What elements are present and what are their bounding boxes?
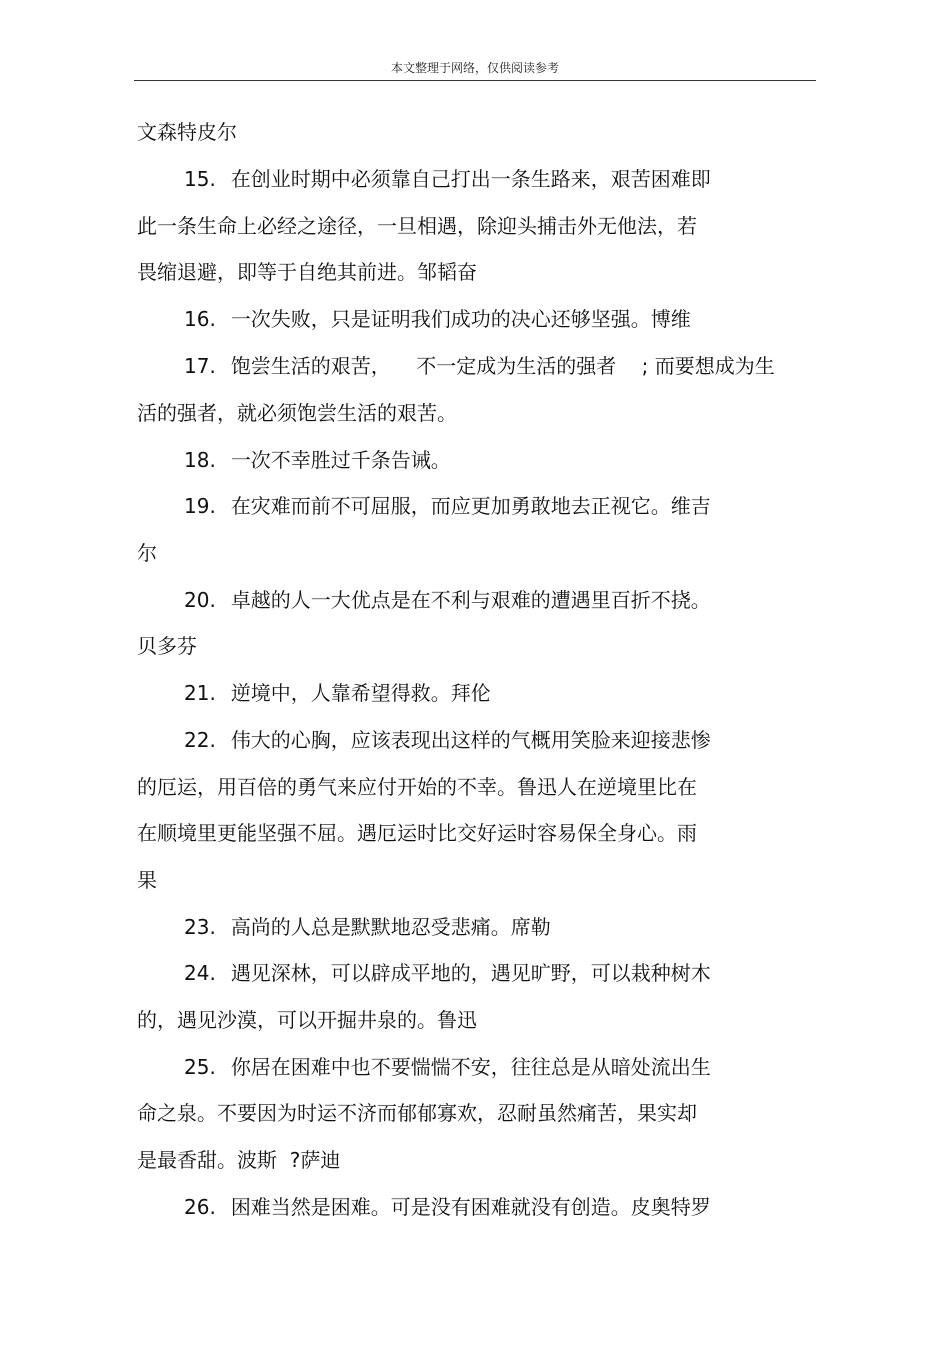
- text-line: [184, 446, 451, 474]
- item-text: 高尚的人总是默默地忍受悲痛。席勒: [230, 915, 551, 939]
- text-line: [184, 305, 691, 333]
- item-number: 25.: [184, 1055, 216, 1079]
- item-text: 卓越的人一大优点是在不利与艰难的遭遇里百折不挠。: [230, 588, 711, 612]
- item-text: 困难当然是困难。可是没有困难就没有创造。皮奥特罗: [230, 1195, 711, 1219]
- text-line: [184, 726, 711, 754]
- item-number: 21.: [184, 681, 216, 705]
- text-line: [184, 679, 491, 707]
- text-line: 文森特皮尔: [137, 120, 237, 144]
- item-number: 24.: [184, 961, 216, 985]
- item-number: 22.: [184, 728, 216, 752]
- item-text: 一次不幸胜过千条告诫。: [230, 448, 451, 472]
- item-number: 23.: [184, 915, 216, 939]
- item-number: 20.: [184, 588, 216, 612]
- text-line: [184, 959, 711, 987]
- item-number: 18.: [184, 448, 216, 472]
- text-line: [184, 492, 711, 520]
- item-text: 伟大的心胸，应该表现出这样的气概用笑脸来迎接悲惨: [230, 728, 711, 752]
- item-text: 饱尝生活的艰苦， 不一定成为生活的强者 ; 而要想成为生: [230, 354, 775, 378]
- item-text: 在创业时期中必须靠自己打出一条生路来，艰苦困难即: [230, 167, 711, 191]
- text-line: [184, 1193, 711, 1221]
- page-header: 本文整理于网络，仅供阅读参考: [390, 61, 559, 75]
- text-line: 尔: [137, 541, 157, 565]
- text-line: [184, 1053, 711, 1081]
- item-text: 一次失败，只是证明我们成功的决心还够坚强。博维: [230, 307, 691, 331]
- item-number: 16.: [184, 307, 216, 331]
- item-number: 17.: [184, 354, 216, 378]
- text-line: 的，遇见沙漠，可以开掘井泉的。鲁迅: [137, 1008, 477, 1032]
- text-line: 畏缩退避，即等于自绝其前进。邹韬奋: [137, 260, 477, 284]
- text-line: 贝多芬: [137, 634, 197, 658]
- item-text: 你居在困难中也不要惴惴不安，往往总是从暗处流出生: [230, 1055, 711, 1079]
- text-line: [184, 913, 551, 941]
- item-text: 遇见深林，可以辟成平地的，遇见旷野，可以栽种树木: [230, 961, 711, 985]
- item-text: 在灾难而前不可屈服，而应更加勇敢地去正视它。维吉: [230, 494, 711, 518]
- item-number: 15.: [184, 167, 216, 191]
- item-number: 26.: [184, 1195, 216, 1219]
- text-line: [184, 352, 775, 380]
- item-text: 逆境中，人靠希望得救。拜伦: [230, 681, 491, 705]
- text-line: 果: [137, 868, 157, 892]
- text-line: 活的强者，就必须饱尝生活的艰苦。: [137, 401, 457, 425]
- header-rule: [134, 80, 816, 81]
- text-line: [184, 586, 711, 614]
- text-line: 在顺境里更能坚强不屈。遇厄运时比交好运时容易保全身心。雨: [137, 821, 697, 845]
- text-line: 此一条生命上必经之途径，一旦相遇，除迎头捕击外无他法，若: [137, 214, 697, 238]
- text-line: [184, 165, 711, 193]
- text-line: 命之泉。不要因为时运不济而郁郁寡欢，忍耐虽然痛苦，果实却: [137, 1101, 697, 1125]
- item-number: 19.: [184, 494, 216, 518]
- text-line: 的厄运，用百倍的勇气来应付开始的不幸。鲁迅人在逆境里比在: [137, 775, 697, 799]
- text-line: 是最香甜。波斯 ?萨迪: [137, 1148, 341, 1172]
